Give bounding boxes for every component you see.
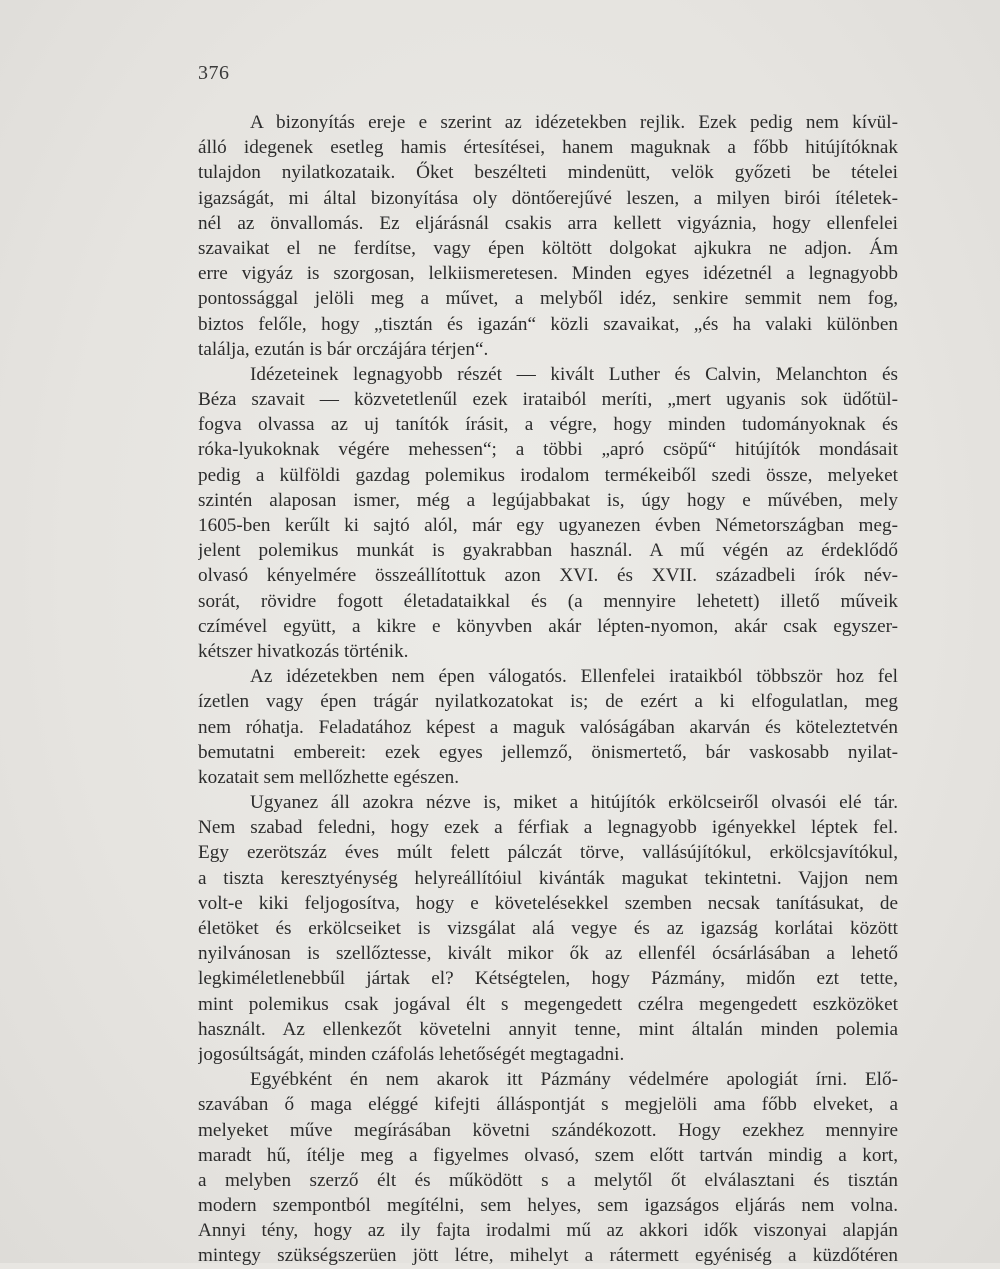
text-line: fogva olvassa az uj tanítók írásit, a végre, hogy minden tudományoknak és: [198, 414, 898, 436]
text-line: legkiméletlenebbűl jártak el? Kétségtelen, hogy Pázmány, midőn ezt tette,: [198, 968, 898, 990]
text-line: tulajdon nyilatkozataik. Őket beszélteti mindenütt, velök győzeti be tételei: [198, 162, 898, 184]
text-line: jogosúltságát, minden czáfolás lehetőségét megtagadni.: [198, 1043, 625, 1065]
paragraph: [198, 1067, 898, 1269]
text-line: biztos felőle, hogy „tisztán és igazán“ közli szavaikat, „és ha valaki különben: [198, 313, 898, 335]
text-line: a tiszta keresztyénység helyreállítóiul kivánták magukat tekintetni. Vajjon nem: [198, 867, 898, 889]
text-line: kozatait sem mellőzhette egészen.: [198, 766, 460, 788]
text-line: igazságát, mi által bizonyítása oly döntőerejűvé leszen, a milyen birói ítéletek-: [198, 187, 898, 209]
text-line: találja, ezután is bár orczájára térjen“.: [198, 338, 489, 360]
text-line: maradt hű, ítélje meg a figyelmes olvasó, szem előtt tartván mindig a kort,: [198, 1144, 898, 1166]
text-line: volt-e kiki feljogosítva, hogy e követelésekkel szemben necsak tanításukat, de: [198, 892, 898, 914]
text-line: Az idézetekben nem épen válogatós. Ellenfelei irataikból többször hoz fel: [250, 666, 898, 688]
text-line: Annyi tény, hogy az ily fajta irodalmi mű az akkori idők viszonyai alapján: [198, 1220, 898, 1242]
text-line: Ugyanez áll azokra nézve is, miket a hitújítók erkölcseiről olvasói elé tár.: [250, 792, 898, 814]
text-line: Idézeteinek legnagyobb részét — kivált Luther és Calvin, Melanchton és: [250, 363, 898, 385]
text-line: róka-lyukoknak végére mehessen“; a többi „apró csöpű“ hitújítók mondásait: [198, 439, 898, 461]
text-line: Nem szabad feledni, hogy ezek a férfiak a legnagyobb igényekkel léptek fel.: [198, 817, 898, 839]
text-line: ízetlen vagy épen trágár nyilatkozatokat is; de ezért a ki elfogulatlan, meg: [198, 691, 898, 713]
page-number: 376: [198, 62, 230, 84]
text-line: pedig a külföldi gazdag polemikus irodalom termékeiből szedi össze, melyeket: [198, 464, 898, 486]
text-line: szintén alaposan ismer, még a legújabbakat is, úgy hogy e művében, mely: [198, 489, 898, 511]
text-line: melyeket műve megírásában követni szándékozott. Hogy ezekhez mennyire: [198, 1119, 898, 1141]
text-line: czímével együtt, a kikre e könyvben akár lépten-nyomon, akár csak egyszer-: [198, 615, 898, 637]
text-line: mintegy szükségszerüen jött létre, mihelyt a rátermett egyéniség a küzdőtéren: [198, 1245, 898, 1267]
text-line: bemutatni embereit: ezek egyes jellemző, önismertető, bár vaskosabb nyilat-: [198, 741, 898, 763]
text-line: sorát, rövidre fogott életadataikkal és (a mennyire lehetett) illető műveik: [198, 590, 898, 612]
text-line: nyilvánosan is szellőztesse, kivált mikor ők az ellenfél ócsárlásában a lehető: [198, 943, 898, 965]
text-line: szavában ő maga eléggé kifejti álláspontját s megjelöli ama főbb elveket, a: [198, 1094, 898, 1116]
paragraph: [198, 790, 898, 1067]
text-line: álló idegenek esetleg hamis értesítései, hanem maguknak a főbb hitújítóknak: [198, 137, 898, 159]
text-line: nem róhatja. Feladatához képest a maguk valóságában akarván és köteleztetvén: [198, 716, 898, 738]
text-line: 1605-ben kerűlt ki sajtó alól, már egy ugyanezen évben Németországban meg-: [198, 515, 898, 536]
text-line: használt. Az ellenkezőt követelni annyit tenne, mint általán minden polemia: [198, 1018, 898, 1040]
text-line: Egy ezerötszáz éves múlt felett pálczát törve, vallásújítókul, erkölcsjavítókul,: [198, 842, 898, 864]
body-text: [198, 110, 898, 1269]
text-line: A bizonyítás ereje e szerint az idézetekben rejlik. Ezek pedig nem kívül-: [250, 112, 898, 133]
text-line: kétszer hivatkozás történik.: [198, 640, 409, 662]
text-line: életöket és erkölcseiket is vizsgálat alá vegye és az igazság korlátai között: [198, 918, 898, 939]
text-line: olvasó kényelmére összeállítottuk azon XVI. és XVII. századbeli írók név-: [198, 565, 898, 587]
text-line: pontossággal jelöli meg a művet, a melyből idéz, senkire semmit nem fog,: [198, 288, 898, 310]
text-line: szavaikat el ne ferdítse, vagy épen költött dolgokat ajkukra ne adjon. Ám: [198, 237, 898, 259]
text-line: Béza szavait — közvetetlenűl ezek irataiból meríti, „mert ugyanis sok üdőtül-: [198, 389, 898, 411]
text-line: mint polemikus csak jogával élt s megengedett czélra megengedett eszközöket: [198, 993, 898, 1015]
paragraph: [198, 664, 898, 790]
text-line: Egyébként én nem akarok itt Pázmány védelmére apologiát írni. Elő-: [250, 1069, 898, 1091]
text-line: jelent polemikus munkát is gyakrabban használ. A mű végén az érdeklődő: [198, 540, 898, 562]
text-line: modern szempontból megítélni, sem helyes, sem igazságos eljárás nem volna.: [198, 1195, 898, 1217]
text-line: nél az önvallomás. Ez eljárásnál csakis arra kellett vigyáznia, hogy ellenfelei: [198, 212, 898, 234]
text-line: erre vigyáz is szorgosan, lelkiismeretesen. Minden egyes idézetnél a legnagyobb: [198, 263, 898, 285]
paragraph: [198, 362, 898, 664]
paragraph: [198, 110, 898, 362]
text-line: a melyben szerző élt és működött s a melytől őt elválasztani és tisztán: [198, 1169, 898, 1191]
